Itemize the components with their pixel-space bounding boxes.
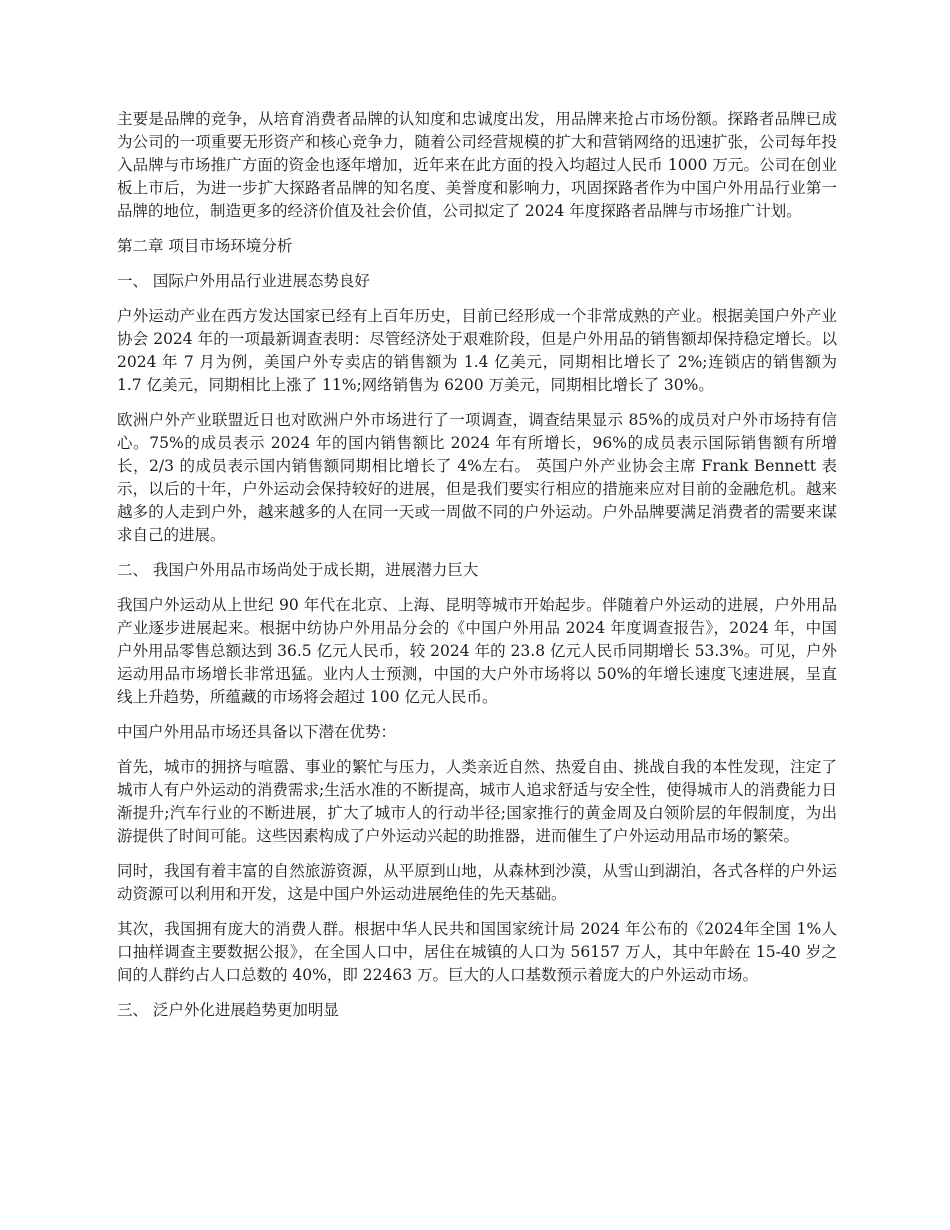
paragraph-population: 其次，我国拥有庞大的消费人群。根据中华人民共和国国家统计局 2024 年公布的《2024年全国 1%人口抽样调查主要数据公报》，在全国人口中，居住在城镇的人口为 56157 万人，其中年龄在 15-40 岁之间的人群约占人口总数的 40%，即 22463 万。巨大的人口基数预示着庞大的户外运动市场。 <box>117 920 837 984</box>
section-heading-trend: 三、 泛户外化进展趋势更加明显 <box>117 1001 339 1019</box>
paragraph-first-advantage: 首先，城市的拥挤与喧嚣、事业的繁忙与压力，人类亲近自然、热爱自由、挑战自我的本性发现，注定了城市人有户外运动的消费需求;生活水准的不断提高，城市人追求舒适与安全性，使得城市人的消费能力日渐提升;汽车行业的不断进展，扩大了城市人的行动半径;国家推行的黄金周及白领阶层的年假制度，为出游提供了时间可能。这些因素构成了户外运动兴起的助推器，进而催生了户外运动用品市场的繁荣。 <box>117 758 837 845</box>
paragraph-europe-market: 欧洲户外产业联盟近日也对欧洲户外市场进行了一项调查，调查结果显示 85%的成员对户外市场持有信心。75%的成员表示 2024 年的国内销售额比 2024 年有所增长，96%的成员表示国际销售额有所增长，2/3 的成员表示国内销售额同期相比增长了 4%左右。 英国户外产业协会主席 Frank Bennett 表示，以后的十年，户外运动会保持较好的进展，但是我们要实行相应的措施来应对目前的金融危机。越来越多的人走到户外，越来越多的人在同一天或一周做不同的户外运动。户外品牌要满足消费者的需要来谋求自己的进展。 <box>117 411 837 544</box>
section-heading-domestic: 二、 我国户外用品市场尚处于成长期，进展潜力巨大 <box>117 561 479 579</box>
section-heading-international: 一、 国际户外用品行业进展态势良好 <box>117 272 370 290</box>
paragraph-natural-resources: 同时，我国有着丰富的自然旅游资源，从平原到山地，从森林到沙漠，从雪山到湖泊，各式各样的户外运动资源可以利用和开发，这是中国户外运动进展绝佳的先天基础。 <box>117 862 837 903</box>
paragraph-advantages-intro: 中国户外用品市场还具备以下潜在优势： <box>117 723 397 741</box>
paragraph-china-growth: 我国户外运动从上世纪 90 年代在北京、上海、昆明等城市开始起步。伴随着户外运动的进展，户外用品产业逐步进展起来。根据中纺协户外用品分会的《中国户外用品 2024 年度调查报告》，2024 年，中国户外用品零售总额达到 36.5 亿元人民币，较 2024 年的 23.8 亿元人民币同期增长 53.3%。可见，户外运动用品市场增长非常迅猛。业内人士预测，中国的大户外市场将以 50%的年增长速度飞速进展，呈直线上升趋势，所蕴藏的市场将会超过 100 亿元人民币。 <box>117 596 837 706</box>
document-page <box>117 108 837 1034</box>
chapter-heading: 第二章 项目市场环境分析 <box>117 237 293 255</box>
paragraph-us-market: 户外运动产业在西方发达国家已经有上百年历史，目前已经形成一个非常成熟的产业。根据美国户外产业协会 2024 年的一项最新调查表明：尽管经济处于艰难阶段，但是户外用品的销售额却保持稳定增长。以 2024 年 7 月为例，美国户外专卖店的销售额为 1.4 亿美元，同期相比增长了 2%;连锁店的销售额为 1.7 亿美元，同期相比上涨了 11%;网络销售为 6200 万美元，同期相比增长了 30%。 <box>117 307 837 394</box>
paragraph-brand-plan: 主要是品牌的竞争，从培育消费者品牌的认知度和忠诚度出发，用品牌来抢占市场份额。探路者品牌已成为公司的一项重要无形资产和核心竞争力，随着公司经营规模的扩大和营销网络的迅速扩张，公司每年投入品牌与市场推广方面的资金也逐年增加，近年来在此方面的投入均超过人民币 1000 万元。公司在创业板上市后，为进一步扩大探路者品牌的知名度、美誉度和影响力，巩固探路者作为中国户外用品行业第一品牌的地位，制造更多的经济价值及社会价值，公司拟定了 2024 年度探路者品牌与市场推广计划。 <box>117 110 837 220</box>
